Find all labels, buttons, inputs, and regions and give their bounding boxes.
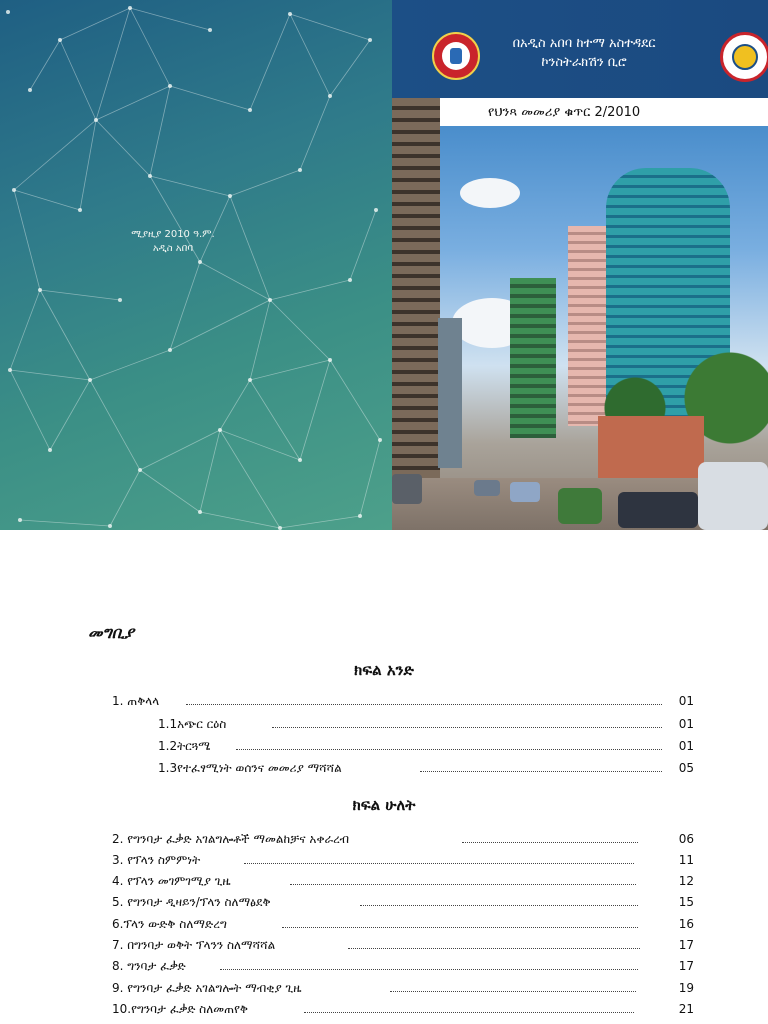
network-line <box>170 86 250 110</box>
toc-entry <box>0 739 768 759</box>
network-line <box>140 430 220 470</box>
network-line <box>230 196 270 300</box>
toc-entry <box>0 895 768 915</box>
network-node <box>6 10 10 14</box>
toc-entry <box>0 959 768 979</box>
toc-entry-label: 1.3የተፈፃሚነት ወሰንና መመሪያ ማሻሻል <box>158 761 342 775</box>
network-node <box>168 348 172 352</box>
network-line <box>96 86 170 120</box>
toc-leader-dots <box>462 842 638 843</box>
toc-leader-dots <box>236 749 662 750</box>
network-node <box>18 518 22 522</box>
toc-entry-page: 01 <box>678 717 694 731</box>
cloud-shape <box>460 178 520 208</box>
network-line <box>200 512 280 528</box>
network-line <box>330 360 380 440</box>
network-line <box>80 120 96 210</box>
tall-building <box>438 318 462 468</box>
network-line <box>140 470 200 512</box>
network-line <box>230 170 300 196</box>
network-line <box>30 40 60 90</box>
network-node <box>288 12 292 16</box>
toc-entry-page: 05 <box>678 761 694 775</box>
toc-leader-dots <box>390 991 636 992</box>
toc-entry <box>0 1002 768 1022</box>
toc-entry <box>0 694 768 714</box>
toc-entry-label: 2. የግንባታ ፈቃድ አገልግሎቶች ማመልከቻና አቀራረብ <box>112 832 349 846</box>
toc-entry-page: 01 <box>678 739 694 753</box>
network-node <box>48 448 52 452</box>
toc-entry-page: 12 <box>678 874 694 888</box>
part-two-title: ክፍል ሁለት <box>352 796 416 814</box>
toc-leader-dots <box>272 727 662 728</box>
car <box>510 482 540 502</box>
network-line <box>350 210 376 280</box>
toc-entry-label: 5. የግንባታ ዲዛይን/ፕላን ስለማፅደቅ <box>112 895 271 909</box>
network-line <box>250 380 300 460</box>
network-line <box>360 440 380 516</box>
car <box>392 474 422 504</box>
network-line <box>10 290 40 370</box>
toc-heading: መግቢያ <box>88 623 134 642</box>
network-node <box>368 38 372 42</box>
toc-entry <box>0 981 768 1001</box>
network-line <box>10 370 90 380</box>
network-node <box>118 298 122 302</box>
toc-entry-page: 17 <box>678 938 694 952</box>
network-line <box>90 380 140 470</box>
construction-bureau-gear-icon <box>720 32 768 82</box>
network-node <box>378 438 382 442</box>
network-node <box>328 358 332 362</box>
network-line <box>150 86 170 176</box>
toc-entry-page: 19 <box>678 981 694 995</box>
network-pattern-graphic <box>0 0 392 530</box>
network-line <box>96 8 130 120</box>
toc-leader-dots <box>186 704 662 705</box>
network-node <box>198 510 202 514</box>
toc-leader-dots <box>348 948 640 949</box>
network-node <box>328 94 332 98</box>
toc-entry-label: 4. የፕላን መገምገሚያ ጊዜ <box>112 874 231 888</box>
network-node <box>278 526 282 530</box>
network-line <box>220 430 280 528</box>
network-line <box>280 516 360 528</box>
toc-entry <box>0 717 768 737</box>
network-line <box>290 14 330 96</box>
network-line <box>220 430 300 460</box>
toc-entry-label: 1. ጠቅላላ <box>112 694 160 708</box>
toc-entry <box>0 761 768 781</box>
toc-entry-page: 11 <box>678 853 694 867</box>
toc-entry-label: 7. በግንባታ ወቅት ፕላንን ስለማሻሻል <box>112 938 276 952</box>
toc-entry-label: 10.የግንባታ ፈቃድ ስለመጠየቅ <box>112 1002 248 1016</box>
network-line <box>14 190 80 210</box>
network-node <box>88 378 92 382</box>
toc-entry <box>0 874 768 894</box>
cover-place: አዲስ አበባ <box>152 243 194 254</box>
toc-entry-label: 8. ግንባታ ፈቃድ <box>112 959 186 973</box>
network-node <box>38 288 42 292</box>
car <box>558 488 602 524</box>
network-line <box>14 120 96 190</box>
network-line <box>130 8 210 30</box>
network-line <box>200 430 220 512</box>
toc-entry-page: 21 <box>678 1002 694 1016</box>
network-node <box>298 458 302 462</box>
network-line <box>330 40 370 96</box>
network-line <box>50 380 90 450</box>
network-line <box>290 14 370 40</box>
car <box>698 462 768 530</box>
office-name-line1: በአዲስ አበባ ከተማ አስተዳደር <box>512 36 656 51</box>
network-line <box>250 360 330 380</box>
network-line <box>250 300 270 380</box>
network-node <box>218 428 222 432</box>
toc-entry-label: 1.2ትርጓሜ <box>158 739 211 753</box>
network-node <box>198 260 202 264</box>
concrete-building-under-construction <box>392 98 440 478</box>
toc-entry-page: 01 <box>678 694 694 708</box>
network-node <box>108 524 112 528</box>
network-line <box>60 40 96 120</box>
toc-entry-label: 3. የፕላን ስምምነት <box>112 853 201 867</box>
network-line <box>40 290 120 300</box>
network-node <box>168 84 172 88</box>
network-node <box>348 278 352 282</box>
car <box>618 492 698 528</box>
network-line <box>10 370 50 450</box>
network-node <box>138 468 142 472</box>
network-node <box>358 514 362 518</box>
network-node <box>248 108 252 112</box>
network-line <box>250 14 290 110</box>
network-line <box>130 8 170 86</box>
network-line <box>90 350 170 380</box>
network-line <box>150 176 230 196</box>
network-node <box>228 194 232 198</box>
network-line <box>300 96 330 170</box>
network-line <box>200 262 270 300</box>
toc-entry <box>0 938 768 958</box>
toc-leader-dots <box>304 1012 634 1013</box>
directive-title: የህንጻ መመሪያ ቁጥር 2/2010 <box>488 105 641 120</box>
network-node <box>208 28 212 32</box>
toc-leader-dots <box>420 771 662 772</box>
toc-entry-label: 1.1አጭር ርዕስ <box>158 717 227 731</box>
network-line <box>110 470 140 526</box>
network-node <box>148 174 152 178</box>
network-line <box>96 120 150 176</box>
toc-leader-dots <box>360 905 638 906</box>
network-node <box>28 88 32 92</box>
network-line <box>300 360 330 460</box>
toc-entry <box>0 832 768 852</box>
toc-leader-dots <box>290 884 636 885</box>
network-node <box>268 298 272 302</box>
cover-date-place <box>118 228 228 256</box>
network-line <box>40 290 90 380</box>
toc-leader-dots <box>282 927 638 928</box>
green-scaffold-building <box>510 278 556 438</box>
network-node <box>94 118 98 122</box>
cover-city-photo <box>392 98 768 530</box>
network-node <box>128 6 132 10</box>
shop-building <box>598 416 704 486</box>
toc-entry-label: 9. የግንባታ ፈቃድ አገልግሎት ማብቂያ ጊዜ <box>112 981 302 995</box>
toc-entry-page: 15 <box>678 895 694 909</box>
toc-entry-page: 17 <box>678 959 694 973</box>
network-node <box>58 38 62 42</box>
network-node <box>374 208 378 212</box>
toc-leader-dots <box>244 863 634 864</box>
network-node <box>12 188 16 192</box>
network-node <box>8 368 12 372</box>
network-line <box>20 520 110 526</box>
network-line <box>270 300 330 360</box>
cover-header-band <box>392 0 768 98</box>
cover-left-panel <box>0 0 392 530</box>
network-line <box>220 380 250 430</box>
network-line <box>270 280 350 300</box>
network-node <box>248 378 252 382</box>
toc-entry <box>0 917 768 937</box>
network-line <box>170 262 200 350</box>
office-name-line2: ኮንስትራክሽን ቢሮ <box>541 55 627 70</box>
part-one-title: ክፍል አንድ <box>354 661 414 679</box>
office-name <box>458 34 710 72</box>
network-node <box>298 168 302 172</box>
cover-date: ሚያዚያ 2010 ዓ.ም. <box>131 229 215 240</box>
network-line <box>170 300 270 350</box>
toc-entry-page: 06 <box>678 832 694 846</box>
network-line <box>14 190 40 290</box>
car <box>474 480 500 496</box>
network-node <box>78 208 82 212</box>
toc-entry <box>0 853 768 873</box>
toc-leader-dots <box>220 969 638 970</box>
toc-entry-label: 6.ፕላን ውድቅ ስለማድረግ <box>112 917 227 931</box>
toc-entry-page: 16 <box>678 917 694 931</box>
network-line <box>60 8 130 40</box>
